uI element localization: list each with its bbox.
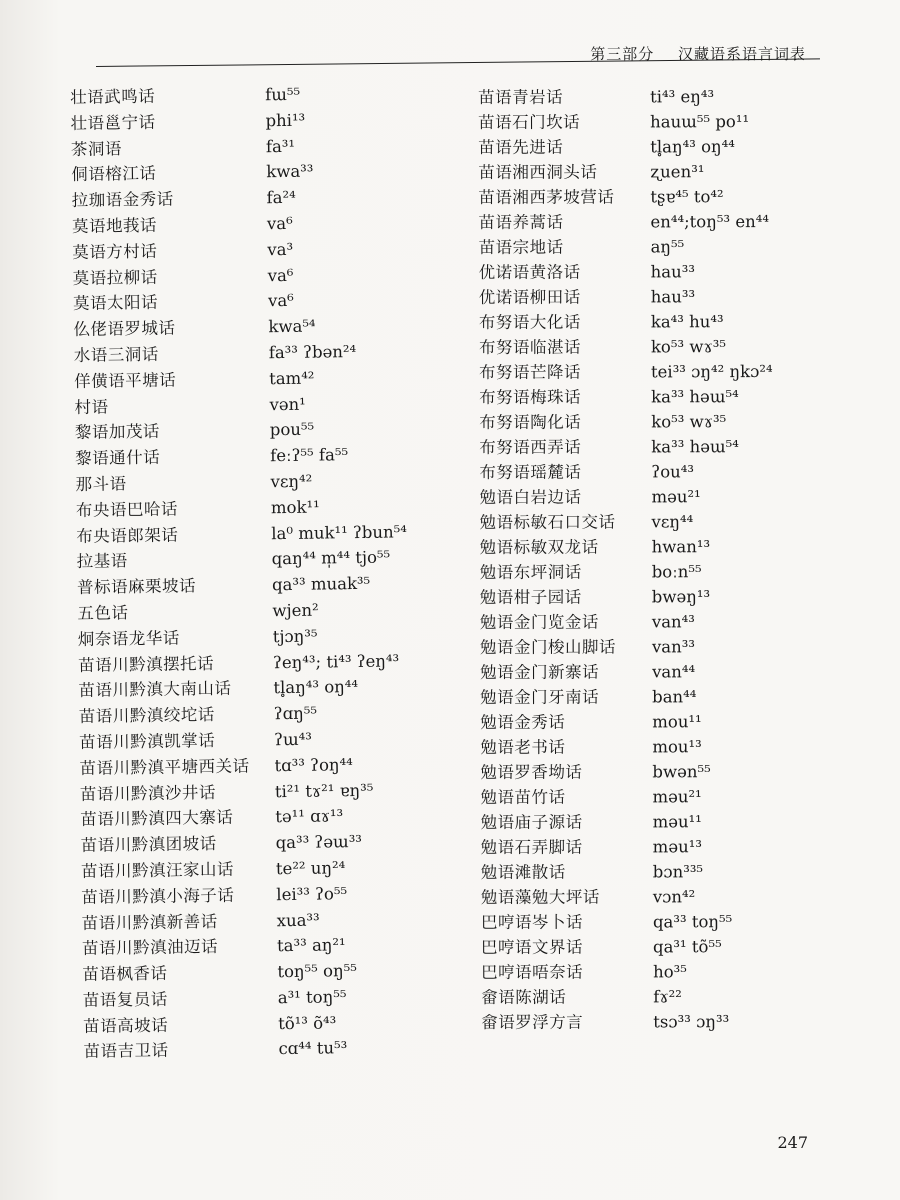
phonetic-form: ka³³ həɯ⁵⁴ [651,387,739,407]
language-name: 巴哼语岑卜话 [480,912,583,932]
language-name: 村语 [74,397,109,417]
language-name: 壮语邕宁话 [70,112,156,133]
word-entry [479,358,839,384]
phonetic-form: boːn⁵⁵ [651,562,702,582]
phonetic-form: la⁰ muk¹¹ ʔbun⁵⁴ [271,521,408,543]
language-name: 苗语宗地话 [478,237,564,257]
phonetic-form: hau³³ [650,287,696,307]
phonetic-form: ban⁴⁴ [652,687,697,707]
phonetic-form: məu¹¹ [652,812,702,832]
language-name: 布努语瑶麓话 [479,462,582,482]
word-entry [479,408,839,434]
phonetic-form: bwən⁵⁵ [652,762,711,782]
language-name: 巴哼语文界话 [480,937,584,957]
word-entry [479,308,839,334]
word-entry [479,258,839,284]
language-name: 勉语罗香坳话 [480,762,583,782]
language-name: 布努语芒降话 [478,362,582,382]
language-name: 壮语武鸣话 [70,86,156,107]
phonetic-form: vən¹ [269,394,306,414]
phonetic-form: qa³¹ tõ⁵⁵ [652,937,722,957]
word-entry [479,283,839,309]
phonetic-form: tl̥aŋ⁴³ oŋ⁴⁴ [273,677,359,698]
phonetic-form: qaŋ⁴⁴ m̩⁴⁴ tjo⁵⁵ [271,547,391,569]
word-entry [478,108,838,134]
word-entry [480,708,840,734]
word-entry [480,783,840,809]
phonetic-form: qa³³ ʔəɯ³³ [275,832,363,853]
phonetic-form: ʔɑŋ⁵⁵ [273,703,318,724]
language-name: 黎语通什话 [75,447,161,469]
header-section: 汉藏语系语言词表 [677,45,806,63]
word-entry [480,608,840,634]
word-entry [481,908,841,934]
language-name: 勉语白岩边话 [479,487,582,507]
language-name: 拉珈语金秀话 [71,189,174,211]
language-name: 苗语川黔滇小海子话 [81,885,235,907]
phonetic-form: tjɔŋ³⁵ [272,626,318,646]
word-entry [480,633,840,659]
language-name: 畲语罗浮方言 [481,1012,584,1032]
phonetic-form: va⁶ [267,265,294,285]
phonetic-form: mou¹³ [652,737,702,757]
language-name: 布央语郎架话 [76,525,179,546]
language-name: 苗语川黔滇团坡话 [80,834,217,856]
phonetic-form: tam⁴² [268,368,315,389]
left-column [70,78,484,1064]
phonetic-form: vɛŋ⁴⁴ [651,512,694,532]
header-part: 第三部分 [590,45,655,63]
phonetic-form: ko⁵³ wɤ³⁵ [651,412,727,432]
phonetic-form: məu²¹ [652,787,702,807]
phonetic-form: hwan¹³ [651,537,711,557]
language-name: 布努语梅珠话 [479,387,582,407]
word-entry [481,883,841,909]
right-column [478,83,841,1034]
word-entry [479,433,839,459]
language-name: 勉语金门览金话 [479,612,599,632]
word-entry [481,983,841,1009]
phonetic-form: tsɔ³³ ɔŋ³³ [653,1012,730,1032]
language-name: 五色话 [77,603,129,623]
phonetic-form: va³ [267,239,294,260]
language-name: 黎语加茂话 [74,422,160,443]
language-name: 苗语川黔滇绞坨话 [78,705,215,727]
language-name: 苗语青岩话 [478,87,564,107]
language-name: 勉语石弄脚话 [480,837,583,857]
phonetic-form: van⁴⁴ [652,662,696,682]
language-name: 勉语滩散话 [480,862,566,882]
word-entry [480,733,840,759]
language-name: 布央语巴哈话 [75,499,179,520]
word-entry [480,583,840,609]
phonetic-form: fa³¹ [265,136,296,156]
phonetic-form: ko⁵³ wɤ³⁵ [650,337,727,357]
phonetic-form: mok¹¹ [270,497,320,517]
phonetic-form: va⁶ [266,213,293,234]
language-name: 茶洞语 [70,138,123,159]
language-name: 勉语标敏双龙话 [479,537,599,557]
language-name: 勉语老书话 [480,737,566,757]
language-name: 苗语川黔滇汪家山话 [80,859,235,881]
phonetic-form: fa³³ ʔbən²⁴ [268,341,357,363]
phonetic-form: lei³³ ʔo⁵⁵ [276,883,348,904]
language-name: 莫语拉柳话 [72,267,158,288]
language-name: 苗语川黔滇摆托话 [77,653,215,675]
language-name: 莫语地莪话 [71,215,158,236]
language-name: 勉语金门梭山脚话 [479,637,616,657]
language-name: 勉语藻勉大坪话 [480,887,600,907]
phonetic-form: qa³³ toŋ⁵⁵ [652,912,733,932]
language-name: 勉语柑子园话 [479,587,582,607]
phonetic-form: ʔɯ⁴³ [274,729,313,750]
word-entry [480,758,840,784]
language-name: 优诺语黄洛话 [478,262,581,282]
phonetic-form: qa³³ muak³⁵ [271,573,371,595]
page-number: 247 [777,1133,808,1152]
word-entry [479,508,839,534]
phonetic-form: van³³ [651,637,696,657]
language-name: 苗语湘西洞头话 [478,162,598,182]
language-name: 苗语川黔滇大南山话 [78,679,232,701]
phonetic-form: məu²¹ [651,487,701,507]
phonetic-form: kwa⁵⁴ [268,316,316,337]
language-name: 苗语石门坎话 [478,112,581,132]
language-name: 苗语川黔滇四大寨话 [80,808,234,830]
word-entry [478,208,838,234]
language-name: 勉语金门新寨话 [480,662,600,682]
language-name: 苗语先进话 [478,137,564,157]
phonetic-form: tei³³ ɔŋ⁴² ŋkɔ²⁴ [650,361,773,382]
phonetic-form: vɔn⁴² [652,887,696,907]
language-name: 布努语临湛话 [478,337,581,357]
language-name: 那斗语 [75,474,127,494]
word-entry [480,658,840,684]
word-entry [480,683,840,709]
language-name: 苗语川黔滇平塘西关话 [79,756,250,778]
language-name: 勉语庙子源话 [480,812,583,832]
word-entry [481,933,841,959]
word-entry [478,183,838,209]
word-entry [480,558,840,584]
phonetic-form: ti⁴³ eŋ⁴³ [650,87,715,107]
phonetic-form: bwəŋ¹³ [651,587,711,607]
phonetic-form: pou⁵⁵ [269,419,315,440]
phonetic-form: ta³³ aŋ²¹ [276,935,346,956]
language-name: 勉语金秀话 [480,712,566,732]
phonetic-form: fa²⁴ [266,188,296,208]
phonetic-form: toŋ⁵⁵ oŋ⁵⁵ [277,961,358,982]
language-name: 普标语麻栗坡话 [76,576,197,598]
language-name: 苗语川黔滇沙井话 [79,782,217,804]
phonetic-form: fɤ²² [653,987,682,1007]
phonetic-form: van⁴³ [651,612,695,632]
phonetic-form: wjen² [272,600,319,621]
phonetic-form: ʔou⁴³ [651,462,695,482]
word-entry [478,158,838,184]
language-name: 布努语大化话 [478,312,581,332]
phonetic-form: tə¹¹ ɑɤ¹³ [275,806,344,827]
phonetic-form: aŋ⁵⁵ [650,237,685,257]
word-entry [479,383,839,409]
phonetic-form: xua³³ [276,910,320,930]
language-name: 优诺语柳田话 [478,287,581,307]
phonetic-form: bɔn³³⁵ [652,862,704,882]
language-name: 苗语川黔滇凯掌话 [79,730,216,752]
word-entry [481,858,841,884]
phonetic-form: hauɯ⁵⁵ po¹¹ [650,112,750,132]
phonetic-form: ʐuen³¹ [650,162,705,182]
phonetic-form: mou¹¹ [652,712,702,732]
phonetic-form: ho³⁵ [653,962,687,982]
language-name: 苗语枫香话 [82,963,168,985]
language-name: 拉基语 [76,551,128,572]
phonetic-form: məu¹³ [652,837,702,857]
language-name: 仫佬语罗城话 [73,318,176,340]
language-name: 莫语方村话 [72,241,158,262]
phonetic-form: phi¹³ [265,110,306,131]
language-name: 勉语标敏石口交话 [479,512,616,532]
phonetic-form: kwa³³ [266,162,314,182]
phonetic-form: ka³³ həɯ⁵⁴ [651,437,739,457]
phonetic-form: en⁴⁴;toŋ⁵³ en⁴⁴ [650,211,769,232]
language-name: 苗语湘西茅坡营话 [478,187,615,207]
language-name: 苗语吉卫话 [83,1041,169,1062]
language-name: 勉语金门牙南话 [480,687,600,707]
language-name: 苗语高坡话 [83,1015,169,1036]
word-entry [479,233,839,259]
language-name: 布努语西弄话 [479,437,582,457]
word-entry [83,1033,483,1064]
language-name: 苗语川黔滇新善话 [81,911,218,933]
phonetic-form: ti²¹ tɤ²¹ ɐŋ³⁵ [274,780,374,801]
language-name: 勉语东坪洞话 [479,562,582,582]
word-entry [481,833,841,859]
word-entry [479,483,839,509]
phonetic-form: ka⁴³ hu⁴³ [650,312,724,332]
language-name: 莫语太阳话 [72,293,159,314]
word-entry [478,83,838,109]
phonetic-form: tʂɐ⁴⁵ to⁴² [650,187,724,207]
language-name: 侗语榕江话 [71,164,157,185]
phonetic-form: hau³³ [650,262,696,282]
phonetic-form: tõ¹³ õ⁴³ [278,1013,337,1033]
phonetic-form: cɑ⁴⁴ tu⁵³ [278,1038,348,1059]
word-entry [481,1008,841,1034]
language-name: 苗语养蒿话 [478,212,564,232]
word-entry [479,333,839,359]
phonetic-form: va⁶ [267,291,294,311]
phonetic-form: fɯ⁵⁵ [265,84,301,105]
word-entry [481,958,841,984]
phonetic-form: tɑ³³ ʔoŋ⁴⁴ [274,754,353,775]
phonetic-form: te²² uŋ²⁴ [275,858,346,879]
word-entry [478,133,838,159]
language-name: 佯僙语平塘话 [74,370,177,391]
phonetic-form: feːʔ⁵⁵ fa⁵⁵ [270,445,349,466]
language-name: 水语三洞话 [73,344,159,365]
language-name: 畲语陈湖话 [481,987,567,1007]
phonetic-form: vɛŋ⁴² [270,471,313,492]
word-entry [479,458,839,484]
phonetic-form: tl̥aŋ⁴³ oŋ⁴⁴ [650,137,735,157]
language-name: 布努语陶化话 [479,412,582,432]
language-name: 苗语复员话 [82,989,168,1010]
word-entry [481,808,841,834]
phonetic-form: ʔeŋ⁴³; ti⁴³ ʔeŋ⁴³ [272,650,400,672]
language-name: 苗语川黔滇油迈话 [81,937,219,959]
word-entry [480,533,840,559]
language-name: 勉语苗竹话 [480,787,566,807]
language-name: 炯奈语龙华话 [77,628,180,649]
phonetic-form: a³¹ toŋ⁵⁵ [277,987,347,1008]
language-name: 巴哼语唔奈话 [481,962,584,982]
